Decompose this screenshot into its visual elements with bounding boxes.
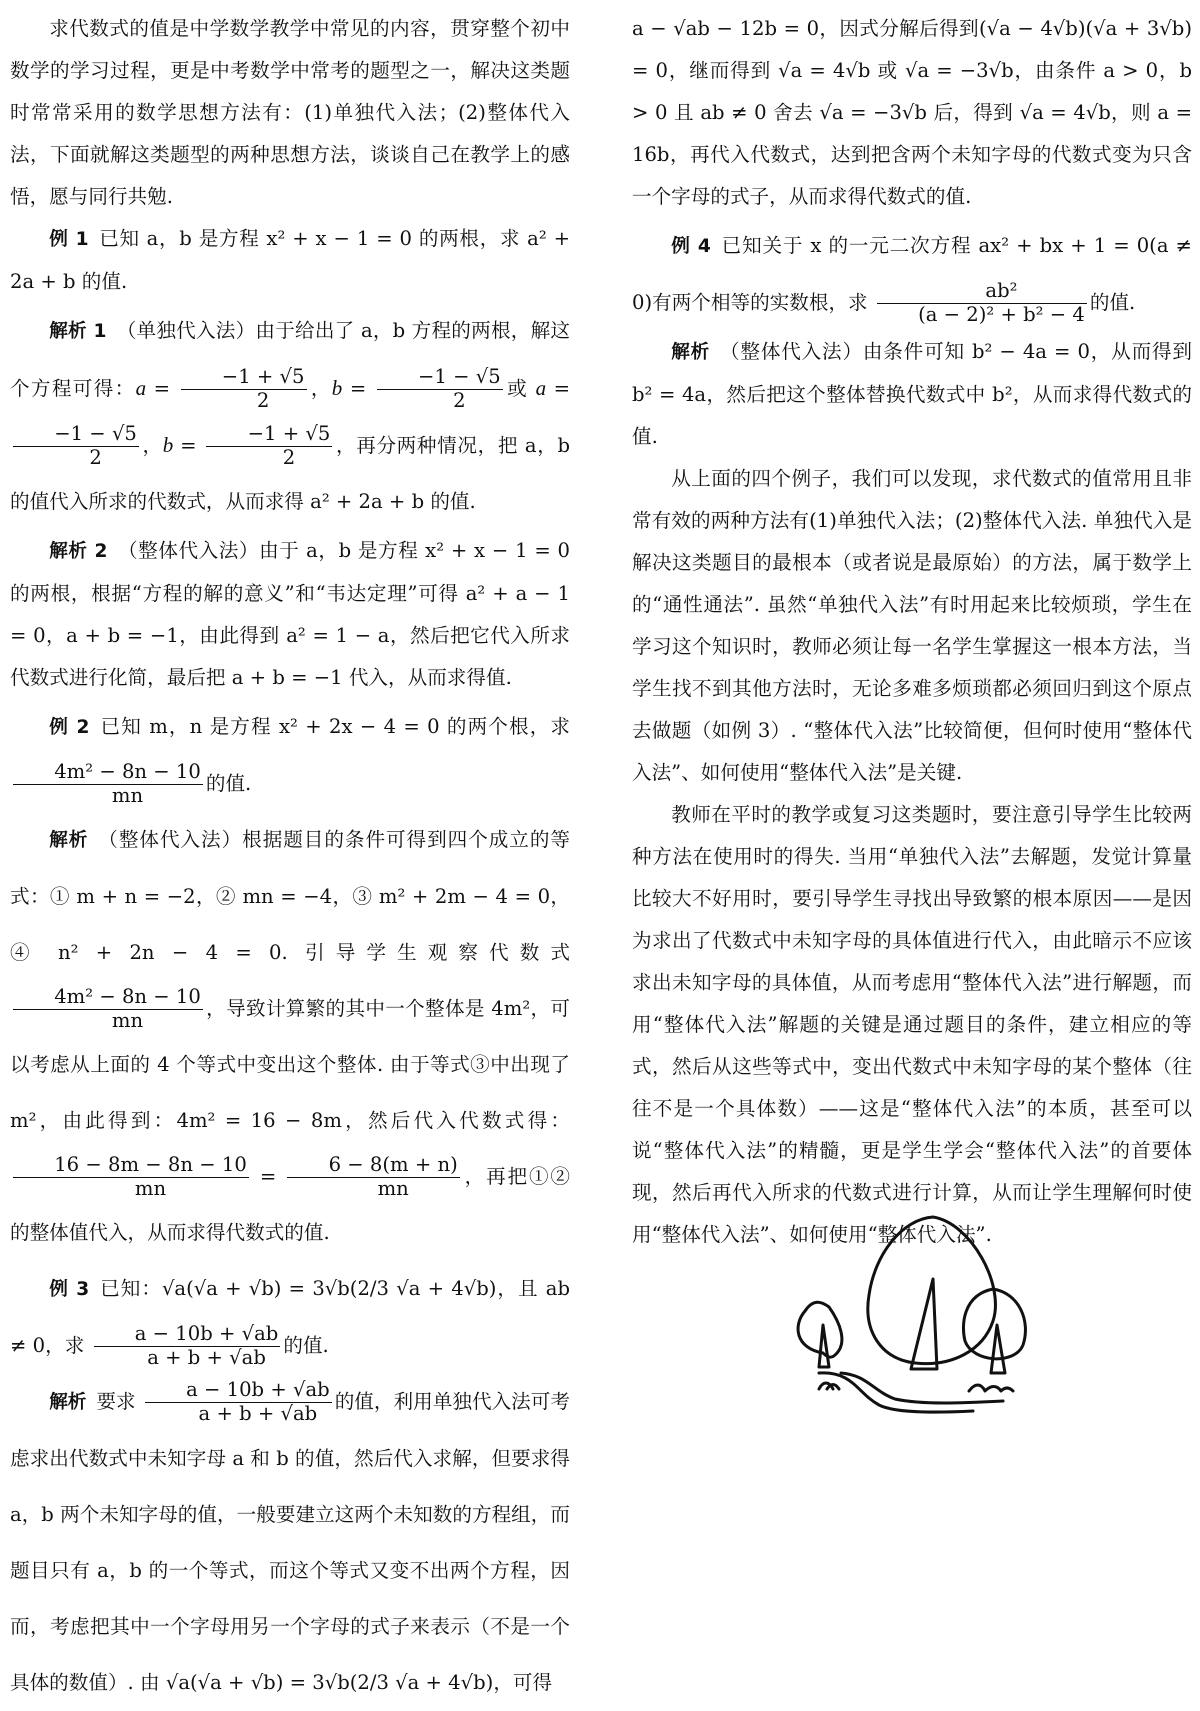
solution-4-text-a: 要求 [96, 1390, 136, 1413]
solution-4-label: 解析 [49, 1392, 87, 1413]
right-tree-trunk [991, 1325, 1005, 1373]
solution-5 [632, 331, 1192, 458]
solution-3-fraction-3: $\frac{6 - 8(m + n)}{mn}$ [287, 1154, 459, 1200]
solution-1-label: 解析 1 [49, 321, 107, 342]
example-3-text: 已知：√a(√a + √b) = 3√b(2/3 √a + 4√b)，且 ab ≠ 0，求 [10, 1277, 570, 1357]
solution-3-text-b: ，导致计算繁的其中一个整体是 4m²，可以考虑从上面的 4 个等式中变出这个整体. 由于等式③中出现了 m²，由此得到：4m² = 16 − 8m，然后代入代数式得： [10, 997, 570, 1132]
example-3-tail: 的值. [283, 1334, 329, 1357]
example-2-tail: 的值. [205, 772, 252, 795]
example-3 [10, 1261, 570, 1374]
example-1 [10, 218, 570, 303]
root-fraction-2: $\frac{-1 - √5}{2}$ [377, 366, 503, 412]
example-4-tail: 的值. [1089, 291, 1136, 314]
example-2 [10, 699, 570, 812]
example-2-label: 例 2 [49, 717, 90, 738]
root-fraction-3: $\frac{-1 - √5}{2}$ [13, 423, 139, 469]
solution-3: 解析 （整体代入法）根据题目的条件可得到四个成立的等式：① m + n = −2，② mn = −4，③ m² + 2m − 4 = 0，④ n² + 2n − 4 = 0. 引导学生观察代数式 $\frac{\text{4m² − 8n − 10}}{mn}$ ，导致计算繁的其中一个整体是 4m²，可以考虑从上面的 4 个等式中变出这个整体. 由于等式③中出现了 m²，由此得到：4m² = 16 − 8m，然后代入代数式得： $\frac{16 - 8m - 8n - 10}{mn}$ = $\frac{6 - 8(m + n)}{mn}$ ，再把①②的整体值代入，从而求得代数式的值. [10, 828, 571, 1244]
grass-right [969, 1385, 1013, 1391]
solution-1-text-a: （单独代入法）由于给出了 a，b 方程的两根，解这个方程可得： [10, 319, 570, 400]
solution-5-text: （整体代入法）由条件可知 b² − 4a = 0，从而得到 b² = 4a，然后把这个整体替换代数式中 b²，从而求得代数式的值. [632, 340, 1192, 448]
left-tree-trunk [819, 1325, 829, 1367]
example-4-text: 已知关于 x 的一元二次方程 ax² + bx + 1 = 0(a ≠ 0)有两个相等的实数根，求 [632, 234, 1192, 314]
continuation-paragraph: a − √ab − 12b = 0，因式分解后得到(√a − 4√b)(√a + 3√b) = 0，继而得到 √a = 4√b 或 √a = −3√b，由条件 a > 0，b > 0 且 ab ≠ 0 舍去 √a = −3√b 后，得到 √a = 4√b，则 a = 16b，再代入代数式，达到把含两个未知字母的代数式变为只含一个字母的式子，从而求得代数式的值. [632, 17, 1192, 208]
intro-paragraph: 求代数式的值是中学数学教学中常见的内容，贯穿整个初中数学的学习过程，更是中考数学中常考的题型之一，解决这类题时常常采用的数学思想方法有：(1)单独代入法；(2)整体代入法，下面就解这类题型的两种思想方法，谈谈自己在教学上的感悟，愿与同行共勉. [10, 17, 570, 208]
example-4 [632, 218, 1192, 331]
left-column [10, 8, 570, 1711]
solution-4-text-b: 的值，利用单独代入法可考虑求出代数式中未知字母 a 和 b 的值，然后代入求解，但要求得 a，b 两个未知字母的值，一般要建立这两个未知数的方程组，而题目只有 a，b 的一个等式，而这个等式又变不出两个方程，因而，考虑把其中一个字母用另一个字母的式子来表示（不是一个具体的数值）. 由 √a(√a + √b) = 3√b(2/3 √a + 4√b)，可得 [10, 1390, 570, 1694]
solution-4 [10, 1374, 570, 1711]
trees-illustration [783, 1213, 1043, 1423]
summary-paragraph-1: 从上面的四个例子，我们可以发现，求代数式的值常用且非常有效的两种方法有(1)单独代入法；(2)整体代入法. 单独代入是解决这类题目的最根本（或者说是最原始）的方法，属于数学上的“通性通法”. 虽然“单独代入法”有时用起来比较烦琐，学生在学习这个知识时，教师必须让每一名学生掌握这一根本方法，当学生找不到其他方法时，无论多难多烦琐都必须回归到这个原点去做题（如例 3）. “整体代入法”比较简便，但何时使用“整体代入法”、如何使用“整体代入法”是关键. [632, 467, 1192, 784]
solution-1-text-b: 再分两种情况，把 a，b 的值代入所求的代数式，从而求得 a² + 2a + b 的值. [10, 434, 571, 513]
ground-path-2 [841, 1373, 1003, 1403]
example-3-label: 例 3 [49, 1279, 90, 1300]
solution-1: 解析 1 （单独代入法）由于给出了 a，b 方程的两根，解这个方程可得：a = $\frac{-1 + √5}{2}$ ，b = $\frac{-1 - √5}{2}$ 或 a = $\frac{-1 - √5}{2}$ ，b = $\frac{-1 + √5}{2}$ ，再分两种情况，把 a，b 的值代入所求的代数式，从而求得 a² + 2a + b 的值. [10, 319, 571, 513]
ground-path [819, 1373, 973, 1412]
example-2-text: 已知 m，n 是方程 x² + 2x − 4 = 0 的两个根，求 [99, 715, 570, 738]
center-tree-trunk [911, 1279, 937, 1369]
solution-3-fraction-1: $\frac{\text{4m² − 8n − 10}}{mn}$ [13, 986, 203, 1032]
solution-2 [10, 530, 570, 699]
solution-2-text: （整体代入法）由于 a，b 是方程 x² + x − 1 = 0 的两根，根据“方程的解的意义”和“韦达定理”可得 a² + a − 1 = 0，a + b = −1，由此得到 a² = 1 − a，然后把它代入所求代数式进行化简，最后把 a + b = −1 代入，从而求得值. [10, 539, 570, 689]
summary-paragraph-2: 教师在平时的教学或复习这类题时，要注意引导学生比较两种方法在使用时的得失. 当用“单独代入法”去解题，发觉计算量比较大不好用时，要引导学生寻找出导致繁的根本原因——是因为求出了代数式中未知字母的具体值进行代入，由此暗示不应该求出未知字母的具体值，从而考虑用“整体代入法”进行解题，而用“整体代入法”解题的关键是通过题目的条件，建立相应的等式，然后从这些等式中，变出代数式中未知字母的某个整体（往往不是一个具体数）——这是“整体代入法”的本质，甚至可以说“整体代入法”的精髓，更是学生学会“整体代入法”的首要体现，然后再代入所求的代数式进行计算，从而让学生理解何时使用“整体代入法”、如何使用“整体代入法”. [632, 803, 1192, 1246]
solution-3-text-a: （整体代入法）根据题目的条件可得到四个成立的等式：① m + n = −2，② mn = −4，③ m² + 2m − 4 = 0，④ n² + 2n − 4 = 0. 引导学生观察代数式 [10, 828, 570, 964]
root-fraction-4: $\frac{-1 + √5}{2}$ [206, 423, 332, 469]
solution-3-fraction-2: $\frac{16 - 8m - 8n - 10}{mn}$ [13, 1154, 249, 1200]
example-3-fraction: $\frac{a - 10b + √ab}{a + b + √ab}$ [94, 1323, 281, 1369]
example-1-label: 例 1 [49, 229, 89, 250]
grass-left [819, 1383, 839, 1389]
solution-3-text-c: ，再把①②的整体值代入，从而求得代数式的值. [10, 1165, 571, 1244]
example-1-text: 已知 a，b 是方程 x² + x − 1 = 0 的两根，求 a² + 2a + b 的值. [10, 227, 570, 293]
root-fraction-1: $\frac{-1 + √5}{2}$ [181, 366, 307, 412]
example-4-fraction: $\frac{\text{ab²}}{\text{(a − 2)² + b² − 4}}$ [877, 280, 1087, 326]
solution-3-label: 解析 [49, 830, 89, 851]
example-2-fraction: $\frac{\text{4m² − 8n − 10}}{mn}$ [13, 761, 203, 807]
solution-5-label: 解析 [671, 342, 711, 363]
solution-2-label: 解析 2 [49, 541, 108, 562]
right-column [632, 8, 1192, 1256]
solution-4-fraction: $\frac{a - 10b + √ab}{a + b + √ab}$ [145, 1379, 332, 1425]
example-4-label: 例 4 [671, 236, 711, 257]
